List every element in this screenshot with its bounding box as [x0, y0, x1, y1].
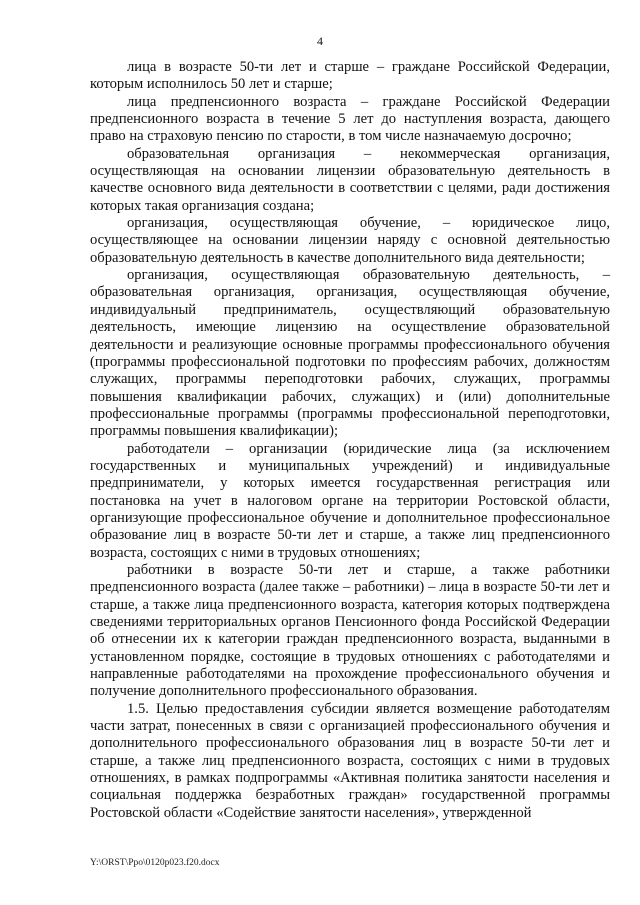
paragraph-age-50-definition: лица в возрасте 50-ти лет и старше – граждане Российской Федерации, которым исполнилось 50 лет и старше; — [90, 59, 610, 93]
paragraph-pre-pension-definition: лица предпенсионного возраста – граждане Российской Федерации предпенсионного возраста в течение 5 лет до наступления возраста, дающего право на страховую пенсию по старости, в том числе назначаемую досрочно; — [90, 93, 610, 145]
footer-file-path: Y:\ORST\Ppo\0120p023.f20.docx — [90, 858, 220, 868]
page-number: 4 — [317, 34, 323, 48]
paragraph-educational-activity-organization-definition: организация, осуществляющая образовательную деятельность, – образовательная организация, организация, осуществляющая обучение, индивидуальный предприниматель, осуществляющий образовательную деятельность, имеющие лицензию на осуществление образовательной деятельности и реализующие основные программы профессионального обучения (программы профессиональной подготовки по профессиям рабочих, должностям служащих, программы переподготовки рабочих, служащих, программы повышения квалификации рабочих, служащих) и (или) дополнительные профессиональные программы (программы профессиональной переподготовки, программы повышения квалификации); — [90, 267, 610, 440]
document-body — [90, 59, 610, 822]
paragraph-section-1-5: 1.5. Целью предоставления субсидии является возмещение работодателям части затрат, понесенных в связи с организацией профессионального обучения и дополнительного профессионального образования лиц в возрасте 50-ти лет и старше, а также лиц предпенсионного возраста, состоящих с ними в трудовых отношениях, в рамках подпрограммы «Активная политика занятости населения и социальная поддержка безработных граждан» государственной программы Ростовской области «Содействие занятости населения», утвержденной — [90, 700, 610, 821]
paragraph-employers-definition: работодатели – организации (юридические лица (за исключением государственных и муниципальных учреждений) и индивидуальные предприниматели, у которых имеется государственная регистрация или постановка на учет в налоговом органе на территории Ростовской области, организующие профессиональное обучение и дополнительное профессиональное образование лиц в возрасте 50-ти лет и старше, а также лиц предпенсионного возраста, состоящих с ними в трудовых отношениях; — [90, 440, 610, 561]
paragraph-training-organization-definition: организация, осуществляющая обучение, – юридическое лицо, осуществляющее на основании лицензии наряду с основной деятельностью образовательную деятельность в качестве дополнительного вида деятельности; — [90, 215, 610, 266]
paragraph-employees-definition: работники в возрасте 50-ти лет и старше, а также работники предпенсионного возраста (далее также – работники) – лица в возрасте 50-ти лет и старше, а также лица предпенсионного возраста, категория которых подтверждена сведениями территориальных органов Пенсионного фонда Российской Федерации об отнесении их к категории граждан предпенсионного возраста, выданными в установленном порядке, состоящие в трудовых отношениях с работодателями и направленные работодателями на прохождение профессионального обучения и получение дополнительного профессионального образования. — [90, 561, 610, 700]
paragraph-educational-organization-definition: образовательная организация – некоммерческая организация, осуществляющая на основании лицензии образовательную деятельность в качестве основного вида деятельности в соответствии с целями, ради достижения которых такая организация создана; — [90, 145, 610, 214]
